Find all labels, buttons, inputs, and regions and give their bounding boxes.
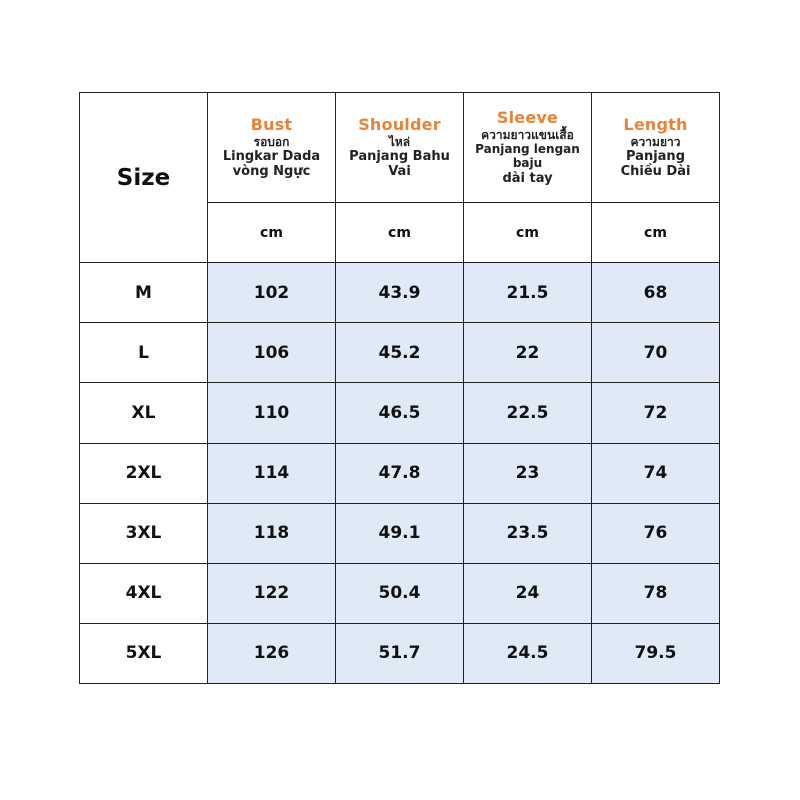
bust-value: 118 [208,503,336,563]
shoulder-unit: cm [336,203,464,263]
shoulder-label-id: Panjang Bahu [349,148,450,164]
sleeve-label-th: ความยาวแขนเสื้อ [481,128,574,143]
length-label-vi: Chiều Dài [620,164,691,180]
size-chart-table [79,92,720,684]
size-cell: 3XL [80,503,208,563]
length-value: 78 [592,563,720,623]
bust-value: 114 [208,443,336,503]
size-cell: L [80,323,208,383]
table-row [80,323,720,383]
bust-label-vi: vòng Ngực [232,164,311,180]
shoulder-label-vi: Vai [388,164,411,180]
length-value: 79.5 [592,623,720,683]
table-row [80,383,720,443]
length-value: 72 [592,383,720,443]
sleeve-value: 23 [464,443,592,503]
table-row [80,263,720,323]
sleeve-label-vi: dài tay [502,170,553,186]
size-cell: 5XL [80,623,208,683]
shoulder-value: 49.1 [336,503,464,563]
length-value: 74 [592,443,720,503]
length-column-header [592,93,720,203]
bust-unit: cm [208,203,336,263]
table-row [80,563,720,623]
bust-label-en: Bust [250,114,293,134]
length-label-id: Panjang [626,148,685,164]
sleeve-label-en: Sleeve [496,108,559,128]
sleeve-value: 22.5 [464,383,592,443]
size-cell: 2XL [80,443,208,503]
sleeve-value: 21.5 [464,263,592,323]
length-value: 68 [592,263,720,323]
sleeve-column-header [464,93,592,203]
shoulder-column-header [336,93,464,203]
sleeve-value: 24 [464,563,592,623]
bust-value: 102 [208,263,336,323]
sleeve-label-id: Panjang lengan baju [475,142,580,171]
bust-column-header [208,93,336,203]
table-row [80,623,720,683]
length-unit: cm [592,203,720,263]
length-label-th: ความยาว [630,134,681,149]
bust-value: 110 [208,383,336,443]
bust-value: 122 [208,563,336,623]
shoulder-label-en: Shoulder [358,114,441,134]
sleeve-value: 22 [464,323,592,383]
size-cell: XL [80,383,208,443]
shoulder-value: 51.7 [336,623,464,683]
shoulder-value: 45.2 [336,323,464,383]
sleeve-unit: cm [464,203,592,263]
length-value: 70 [592,323,720,383]
header-row [80,93,720,203]
bust-value: 126 [208,623,336,683]
size-cell: 4XL [80,563,208,623]
shoulder-value: 43.9 [336,263,464,323]
bust-label-th: รอบอก [253,134,290,149]
table-row [80,443,720,503]
bust-value: 106 [208,323,336,383]
length-label-en: Length [623,114,688,134]
length-value: 76 [592,503,720,563]
shoulder-value: 46.5 [336,383,464,443]
size-column-header: Size [80,93,208,263]
sleeve-value: 23.5 [464,503,592,563]
size-cell: M [80,263,208,323]
shoulder-label-th: ไหล่ [388,134,411,149]
sleeve-value: 24.5 [464,623,592,683]
shoulder-value: 50.4 [336,563,464,623]
bust-label-id: Lingkar Dada [222,148,321,164]
table-row [80,503,720,563]
shoulder-value: 47.8 [336,443,464,503]
